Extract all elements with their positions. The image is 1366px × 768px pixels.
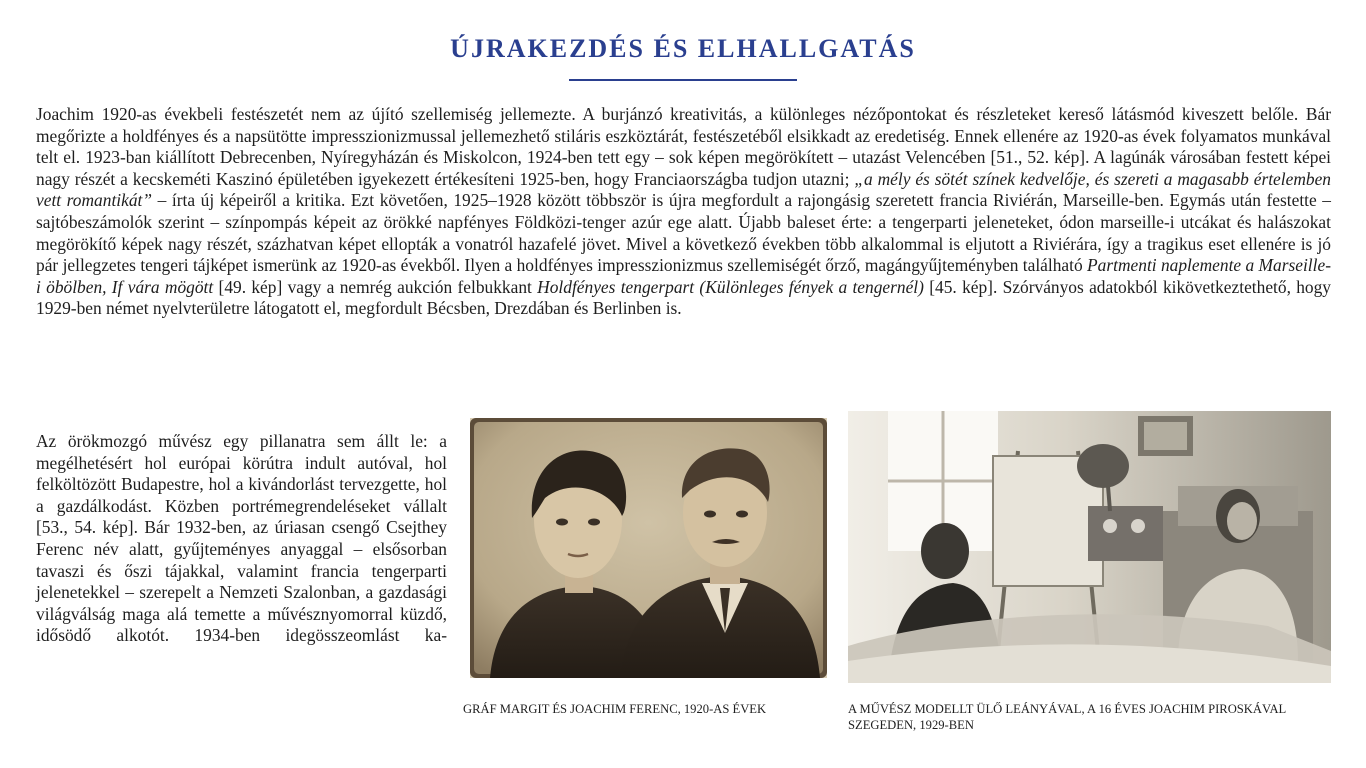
studio-photo xyxy=(848,411,1331,683)
paragraph-text: Joachim 1920-as évekbeli festészetét nem az újító szellemiség jellemezte. A burjánzó kreativitás, a különleges nézőpontokat és részleteket kereső látásmód kiveszett belőle. Bár megőrizte a holdfényes és a napsütötte impresszionizmussal jellemezhető stiláris eszköztárát, festészetéből elsikkadt az eredetiség. Ennek ellenére az 1920-as évek folyamatos munkával telt el. 1923-ban kiállított Debrecenben, Nyíregyházán és Miskolcon, 1924-ben tett egy – sok képen megörökített – utazást Velencében [51., 52. kép]. A lagúnák városában festett képei nagy részét a kecskeméti Kaszinó épületében igyekezett értékesíteni 1925-ben, hogy Franciaországba tudjon utazni; xyxy=(36,104,1331,189)
studio-image xyxy=(848,411,1331,683)
couple-portrait-image xyxy=(470,418,827,678)
title-underline xyxy=(569,79,797,81)
critic-quote: „a mély és sötét színek kedvelője, és szereti a magasabb értelemben vett romantikát” xyxy=(36,168,1331,211)
paragraph-text: [49. kép] vagy a nemrég aukción felbukkant xyxy=(213,276,538,297)
main-paragraph xyxy=(36,104,1331,320)
artwork-title: Holdfényes tengerpart (Különleges fények a tengernél) xyxy=(537,276,924,297)
figure-caption: A MŰVÉSZ MODELLT ÜLŐ LEÁNYÁVAL, A 16 ÉVES JOACHIM PIROSKÁVAL SZEGEDEN, 1929-BEN xyxy=(848,702,1286,732)
page-title: ÚJRAKEZDÉS ÉS ELHALLGATÁS xyxy=(450,34,916,63)
paragraph-text: – írta új képeiről a kritika. Ezt követően, 1925–1928 között többször is újra megfordult a rajongásig szeretett francia Riviérán, Marseille-ben. Egymás után festette – sajtóbeszámolók szerint – színpompás képeit az örökké napfényes Földközi-tenger azúr ege alatt. Újabb baleset érte: a tengerparti jeleneteket, ódon marseille-i utcákat és halászokat megörökítő képek nagy részét, százhatvan képet ellopták a vonatról hazafelé jövet. Mivel a következő években több alkalommal is eljutott a Riviérára, így a tragikus eset ellenére is jó pár jellegzetes tengeri tájképet ismerünk az 1920-as évekből. Ilyen a holdfényes impresszionizmus szellemiségét őrző, magángyűjteményben található xyxy=(36,190,1331,276)
figure-caption: GRÁF MARGIT ÉS JOACHIM FERENC, 1920-AS ÉVEK xyxy=(463,702,767,716)
couple-portrait-photo xyxy=(470,418,827,678)
artwork-title: Partmenti naplemente a Marseille-i öbölben, If vára mögött xyxy=(36,255,1331,297)
column-paragraph: Az örökmozgó művész egy pillanatra sem állt le: a megélhetésért hol európai körútra indult autóval, hol felköltözött Budapestre, hol a kivándorlást tervezgette, hol a gazdálkodást. Közben portrémegrendeléseket vállalt [53., 54. kép]. Bár 1932-ben, az úriasan csengő Csejthey Ferenc név alatt, gyűjteményes anyaggal – elsősorban tavaszi és őszi tájakkal, valamint francia tengerparti jelenetekkel – szerepelt a Nemzeti Szalonban, a gazdasági világválság maga alá temette a művésznyomorral küzdő, idősödő alkotót. 1934-ben idegösszeomlást ka- xyxy=(36,431,447,646)
paragraph-text: [45. kép]. Szórványos adatokból kikövetkeztethető, hogy 1929-ben német nyelvterületre látogatott el, megfordult Bécsben, Drezdában és Berlinben is. xyxy=(36,276,1331,319)
